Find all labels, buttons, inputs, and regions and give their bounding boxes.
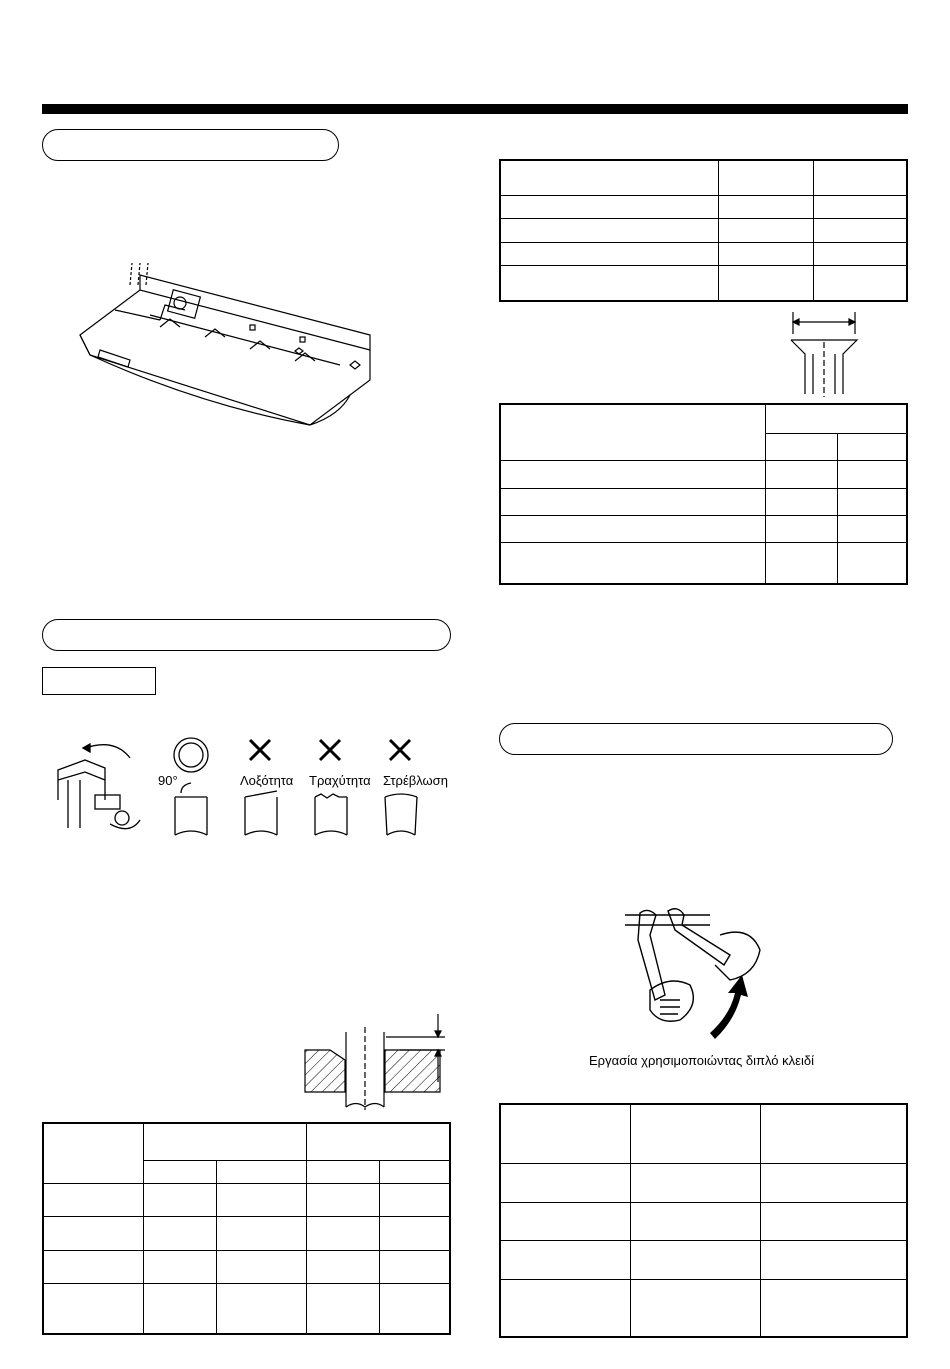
table-row: [500, 1241, 907, 1280]
section-heading-flaring: [42, 619, 451, 651]
header-bar: [42, 104, 908, 114]
section-heading-unit-mounting: [42, 129, 339, 161]
label-90-degrees: 90°: [158, 773, 178, 788]
table-row: [500, 195, 907, 219]
pipe-cutter-illustration: [50, 740, 160, 835]
table-row: [500, 1202, 907, 1241]
table-row: [500, 543, 907, 584]
double-wrench-caption: Εργασία χρησιμοποιώντας διπλό κλειδί: [589, 1053, 814, 1068]
table-row: [500, 461, 907, 488]
flare-dimension-diagram: [785, 312, 865, 397]
table-row: [500, 160, 907, 195]
table-torque: [499, 1103, 908, 1338]
label-roughness: Τραχύτητα: [309, 773, 371, 788]
table-row: [43, 1250, 450, 1283]
table-row: [500, 488, 907, 515]
double-wrench-illustration: [620, 905, 770, 1045]
table-row: [43, 1123, 450, 1161]
table-specs-1: [499, 159, 908, 302]
table-row: [500, 1104, 907, 1164]
section-heading-tightening: [499, 723, 893, 755]
table-flare-dimensions: [499, 403, 908, 585]
label-warp: Στρέβλωση: [383, 773, 448, 788]
note-label-box: [42, 667, 156, 695]
table-row: [43, 1184, 450, 1217]
label-obliqueness: Λοξότητα: [240, 773, 294, 788]
table-flare-tool: [42, 1122, 451, 1335]
table-row: [43, 1284, 450, 1334]
table-row: [500, 1279, 907, 1337]
table-row: [500, 266, 907, 301]
table-row: [500, 242, 907, 266]
flare-tool-section: [300, 1012, 450, 1112]
indoor-unit-illustration: [70, 255, 380, 435]
table-row: [500, 1164, 907, 1203]
table-row: [500, 516, 907, 543]
table-row: [500, 404, 907, 434]
table-row: [500, 219, 907, 243]
table-row: [43, 1217, 450, 1250]
